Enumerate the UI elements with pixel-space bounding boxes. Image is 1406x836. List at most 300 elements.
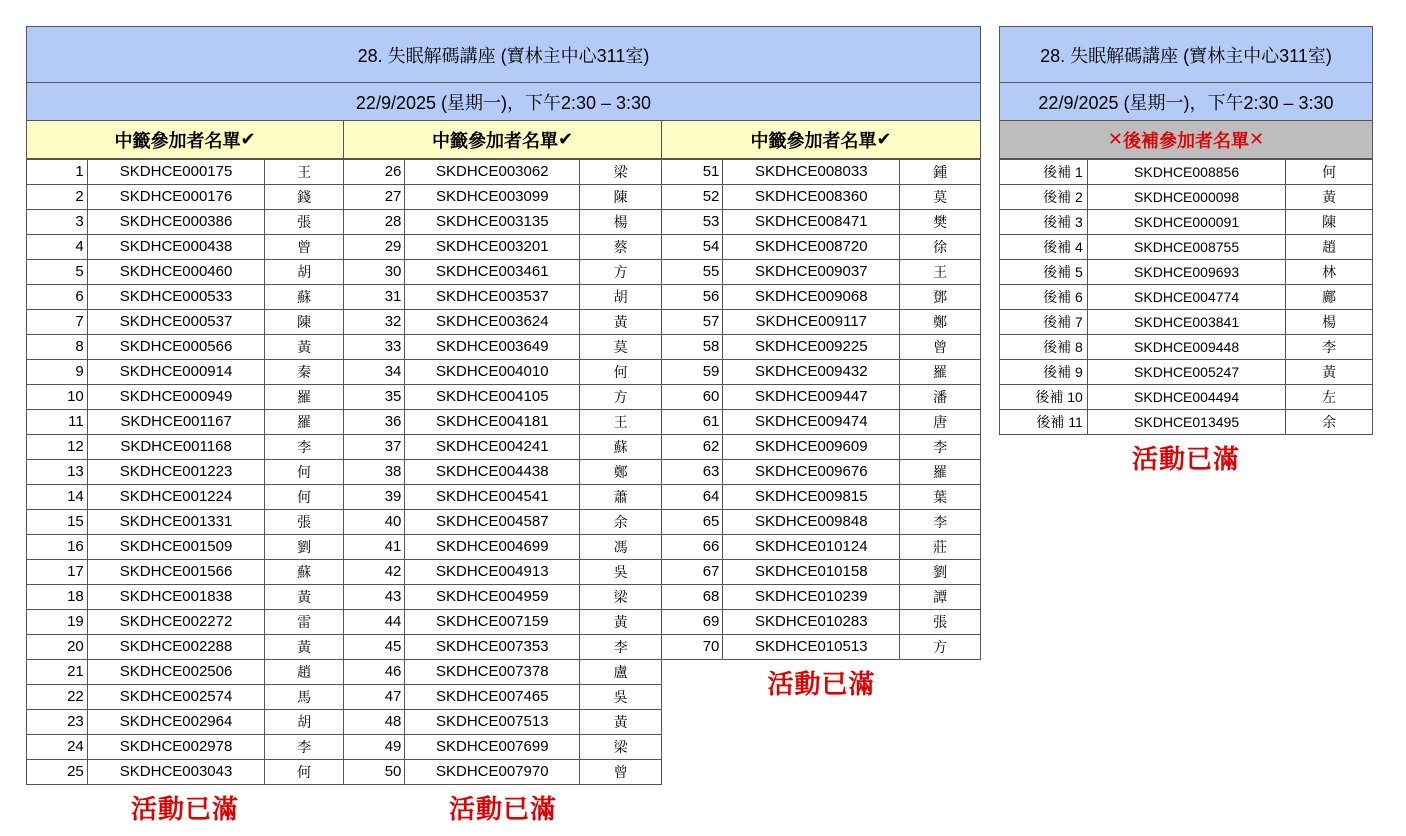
participant-surname: 梁 [580,735,662,760]
participant-surname: 林 [1286,260,1373,285]
participant-code: SKDHCE007970 [405,760,580,785]
table-row [1000,410,1373,435]
participant-code: SKDHCE007699 [405,735,580,760]
participant-surname: 李 [900,510,981,535]
participant-code: SKDHCE004241 [405,435,580,460]
participant-code: SKDHCE007353 [405,635,580,660]
winners-column-1 [26,121,344,833]
winners-list-header: 中籤參加者名單 ✔ [662,121,981,159]
participant-surname: 馮 [580,535,662,560]
table-row [344,285,662,310]
participant-surname: 劉 [265,535,344,560]
participant-surname: 王 [580,410,662,435]
table-row [344,660,662,685]
participant-surname: 陳 [1286,210,1373,235]
participant-code: SKDHCE000175 [87,160,265,185]
participant-code: SKDHCE001168 [87,435,265,460]
row-number: 59 [662,360,723,385]
table-row [344,210,662,235]
row-number: 後補 10 [1000,385,1088,410]
participant-code: SKDHCE002506 [87,660,265,685]
row-number: 39 [344,485,405,510]
participant-surname: 徐 [900,235,981,260]
winners-column-3 [662,121,981,833]
participant-surname: 黃 [1286,360,1373,385]
participant-surname: 方 [580,385,662,410]
participant-code: SKDHCE003461 [405,260,580,285]
participant-code: SKDHCE009848 [723,510,900,535]
table-row [344,435,662,460]
participant-surname: 鍾 [900,160,981,185]
row-number: 後補 11 [1000,410,1088,435]
participant-code: SKDHCE007378 [405,660,580,685]
event-full-label: 活動已滿 [130,794,239,824]
row-number: 9 [27,360,88,385]
row-number: 16 [27,535,88,560]
participant-code: SKDHCE010513 [723,635,900,660]
row-number: 69 [662,610,723,635]
participant-code: SKDHCE003841 [1087,310,1286,335]
row-number: 50 [344,760,405,785]
table-row [344,460,662,485]
table-row [344,310,662,335]
row-number: 10 [27,385,88,410]
participant-surname: 唐 [900,410,981,435]
table-row [1000,285,1373,310]
row-number: 4 [27,235,88,260]
participant-surname: 樊 [900,210,981,235]
row-number: 41 [344,535,405,560]
table-row [27,385,344,410]
table-row [27,210,344,235]
participant-surname: 左 [1286,385,1373,410]
participant-code: SKDHCE009447 [723,385,900,410]
participant-code: SKDHCE004105 [405,385,580,410]
table-row [1000,210,1373,235]
participant-code: SKDHCE000537 [87,310,265,335]
table-row [1000,260,1373,285]
row-number: 8 [27,335,88,360]
row-number: 45 [344,635,405,660]
participant-code: SKDHCE008755 [1087,235,1286,260]
participant-code: SKDHCE002964 [87,710,265,735]
table-row [344,260,662,285]
row-number: 37 [344,435,405,460]
participant-surname: 陳 [580,185,662,210]
row-number: 2 [27,185,88,210]
row-number: 後補 1 [1000,160,1088,185]
participant-code: SKDHCE009448 [1087,335,1286,360]
participant-surname: 蘇 [265,285,344,310]
participant-surname: 黃 [265,635,344,660]
participant-surname: 葉 [900,485,981,510]
participant-surname: 李 [900,435,981,460]
row-number: 14 [27,485,88,510]
participant-code: SKDHCE003099 [405,185,580,210]
participant-surname: 王 [265,160,344,185]
row-number: 62 [662,435,723,460]
table-row [662,160,981,185]
participant-surname: 曾 [900,335,981,360]
table-row [662,460,981,485]
participant-surname: 李 [580,635,662,660]
participant-code: SKDHCE004181 [405,410,580,435]
participant-surname: 黃 [580,310,662,335]
participant-surname: 羅 [900,360,981,385]
table-row [662,310,981,335]
participant-code: SKDHCE000438 [87,235,265,260]
waitlist-panel [999,26,1373,483]
participant-surname: 蘇 [580,435,662,460]
participant-surname: 楊 [580,210,662,235]
participant-code: SKDHCE004010 [405,360,580,385]
table-row [344,535,662,560]
participant-surname: 蘇 [265,560,344,585]
participant-code: SKDHCE009225 [723,335,900,360]
participant-code: SKDHCE004494 [1087,385,1286,410]
row-number: 48 [344,710,405,735]
table-row [344,710,662,735]
table-row [1000,360,1373,385]
table-row [662,510,981,535]
participant-surname: 陳 [265,310,344,335]
participant-code: SKDHCE000091 [1087,210,1286,235]
table-row [344,635,662,660]
participant-surname: 莫 [900,185,981,210]
row-number: 31 [344,285,405,310]
table-row [27,185,344,210]
table-row [662,360,981,385]
table-row [662,560,981,585]
row-number: 後補 3 [1000,210,1088,235]
participant-surname: 李 [1286,335,1373,360]
participant-code: SKDHCE009474 [723,410,900,435]
event-datetime: 22/9/2025 (星期一)，下午2:30 – 3:30 [26,83,981,121]
table-row [1000,335,1373,360]
table-row [27,660,344,685]
participant-code: SKDHCE004587 [405,510,580,535]
participant-code: SKDHCE010158 [723,560,900,585]
participant-code: SKDHCE010239 [723,585,900,610]
table-row [662,185,981,210]
table-row [27,585,344,610]
row-number: 68 [662,585,723,610]
row-number: 後補 6 [1000,285,1088,310]
participant-surname: 蔡 [580,235,662,260]
table-row [344,385,662,410]
row-number: 19 [27,610,88,635]
table-row [662,585,981,610]
participant-surname: 莫 [580,335,662,360]
row-number: 後補 8 [1000,335,1088,360]
waitlist-header: ✕ 後補參加者名單 ✕ [999,121,1373,159]
participant-surname: 余 [580,510,662,535]
participant-code: SKDHCE002978 [87,735,265,760]
participant-code: SKDHCE010283 [723,610,900,635]
participant-code: SKDHCE004438 [405,460,580,485]
participant-code: SKDHCE005247 [1087,360,1286,385]
table-row [1000,310,1373,335]
participant-code: SKDHCE009037 [723,260,900,285]
participant-surname: 梁 [580,585,662,610]
participant-surname: 鄺 [1286,285,1373,310]
participant-surname: 曾 [580,760,662,785]
winners-table [344,159,662,785]
row-number: 後補 7 [1000,310,1088,335]
row-number: 42 [344,560,405,585]
participant-code: SKDHCE000386 [87,210,265,235]
participant-surname: 梁 [580,160,662,185]
participant-surname: 秦 [265,360,344,385]
participant-surname: 趙 [1286,235,1373,260]
event-full-label: 活動已滿 [767,669,876,699]
participant-surname: 劉 [900,560,981,585]
row-number: 27 [344,185,405,210]
table-row [344,760,662,785]
participant-surname: 鄭 [900,310,981,335]
table-row [344,360,662,385]
participant-surname: 何 [265,760,344,785]
row-number: 1 [27,160,88,185]
table-row [27,735,344,760]
row-number: 46 [344,660,405,685]
participant-code: SKDHCE002272 [87,610,265,635]
table-row [662,210,981,235]
table-row [27,535,344,560]
participant-code: SKDHCE010124 [723,535,900,560]
table-row [344,735,662,760]
participant-surname: 錢 [265,185,344,210]
participant-code: SKDHCE001224 [87,485,265,510]
table-row [27,635,344,660]
check-icon: ✔ [240,129,256,149]
participant-code: SKDHCE001566 [87,560,265,585]
participant-code: SKDHCE000533 [87,285,265,310]
row-number: 28 [344,210,405,235]
participant-surname: 蕭 [580,485,662,510]
participant-code: SKDHCE008856 [1087,160,1286,185]
participant-surname: 馬 [265,685,344,710]
event-title: 28. 失眠解碼講座 (寶林主中心311室) [26,26,981,83]
row-number: 61 [662,410,723,435]
participant-surname: 雷 [265,610,344,635]
winners-panel [26,26,981,833]
row-number: 51 [662,160,723,185]
row-number: 17 [27,560,88,585]
row-number: 24 [27,735,88,760]
row-number: 55 [662,260,723,285]
participant-code: SKDHCE000914 [87,360,265,385]
table-row [27,335,344,360]
table-row [27,485,344,510]
row-number: 30 [344,260,405,285]
row-number: 33 [344,335,405,360]
participant-code: SKDHCE004774 [1087,285,1286,310]
participant-surname: 何 [265,485,344,510]
row-number: 後補 2 [1000,185,1088,210]
row-number: 54 [662,235,723,260]
cross-icon: ✕ [1249,129,1265,149]
table-row [27,285,344,310]
participant-surname: 莊 [900,535,981,560]
participant-surname: 羅 [265,385,344,410]
participant-code: SKDHCE013495 [1087,410,1286,435]
table-row [344,485,662,510]
participant-code: SKDHCE008360 [723,185,900,210]
row-number: 11 [27,410,88,435]
row-number: 56 [662,285,723,310]
row-number: 6 [27,285,88,310]
participant-surname: 胡 [265,260,344,285]
winners-list-header: 中籤參加者名單 ✔ [344,121,662,159]
participant-code: SKDHCE008471 [723,210,900,235]
participant-surname: 李 [265,435,344,460]
row-number: 20 [27,635,88,660]
winners-table [662,159,981,660]
participant-surname: 王 [900,260,981,285]
row-number: 65 [662,510,723,535]
table-row [27,760,344,785]
table-row [344,610,662,635]
table-row [662,535,981,560]
row-number: 34 [344,360,405,385]
participant-surname: 黃 [1286,185,1373,210]
table-row [344,560,662,585]
row-number: 36 [344,410,405,435]
row-number: 70 [662,635,723,660]
participant-code: SKDHCE001509 [87,535,265,560]
table-row [344,510,662,535]
table-row [27,435,344,460]
row-number: 5 [27,260,88,285]
participant-code: SKDHCE004699 [405,535,580,560]
participant-code: SKDHCE008033 [723,160,900,185]
participant-surname: 余 [1286,410,1373,435]
table-row [344,160,662,185]
row-number: 3 [27,210,88,235]
table-row [27,235,344,260]
row-number: 40 [344,510,405,535]
row-number: 44 [344,610,405,635]
participant-code: SKDHCE003537 [405,285,580,310]
winners-table [26,159,344,785]
participant-surname: 鄭 [580,460,662,485]
row-number: 後補 9 [1000,360,1088,385]
participant-surname: 吳 [580,685,662,710]
participant-code: SKDHCE009676 [723,460,900,485]
row-number: 53 [662,210,723,235]
participant-code: SKDHCE000460 [87,260,265,285]
participant-surname: 曾 [265,235,344,260]
participant-code: SKDHCE009117 [723,310,900,335]
participant-code: SKDHCE001838 [87,585,265,610]
participant-surname: 黃 [265,585,344,610]
participant-code: SKDHCE007465 [405,685,580,710]
row-number: 18 [27,585,88,610]
participant-code: SKDHCE000098 [1087,185,1286,210]
row-number: 23 [27,710,88,735]
table-row [27,260,344,285]
table-row [1000,160,1373,185]
participant-surname: 何 [265,460,344,485]
row-number: 12 [27,435,88,460]
row-number: 22 [27,685,88,710]
row-number: 58 [662,335,723,360]
waitlist-table [999,159,1373,435]
table-row [1000,185,1373,210]
participant-surname: 張 [265,210,344,235]
table-row [27,710,344,735]
winners-column-2 [344,121,662,833]
participant-surname: 張 [900,610,981,635]
row-number: 63 [662,460,723,485]
row-number: 32 [344,310,405,335]
participant-code: SKDHCE008720 [723,235,900,260]
participant-code: SKDHCE003201 [405,235,580,260]
row-number: 25 [27,760,88,785]
participant-code: SKDHCE009609 [723,435,900,460]
table-row [662,635,981,660]
participant-code: SKDHCE002288 [87,635,265,660]
participant-code: SKDHCE004541 [405,485,580,510]
table-row [27,460,344,485]
participant-surname: 譚 [900,585,981,610]
table-row [27,160,344,185]
participant-surname: 羅 [900,460,981,485]
event-full-label: 活動已滿 [1131,444,1240,474]
row-number: 後補 5 [1000,260,1088,285]
participant-surname: 方 [900,635,981,660]
event-full-label: 活動已滿 [448,794,557,824]
participant-surname: 盧 [580,660,662,685]
participant-code: SKDHCE009693 [1087,260,1286,285]
table-row [662,385,981,410]
participant-surname: 黃 [580,710,662,735]
row-number: 35 [344,385,405,410]
participant-surname: 胡 [265,710,344,735]
table-row [662,235,981,260]
participant-surname: 胡 [580,285,662,310]
participant-surname: 方 [580,260,662,285]
row-number: 後補 4 [1000,235,1088,260]
table-row [662,610,981,635]
cross-icon: ✕ [1107,129,1123,149]
participant-code: SKDHCE003043 [87,760,265,785]
participant-surname: 鄧 [900,285,981,310]
participant-surname: 趙 [265,660,344,685]
row-number: 15 [27,510,88,535]
participant-surname: 李 [265,735,344,760]
row-number: 64 [662,485,723,510]
table-row [27,560,344,585]
participant-code: SKDHCE000176 [87,185,265,210]
participant-code: SKDHCE004959 [405,585,580,610]
table-row [662,485,981,510]
table-row [27,310,344,335]
participant-code: SKDHCE003624 [405,310,580,335]
event-title: 28. 失眠解碼講座 (寶林主中心311室) [999,26,1373,83]
table-row [27,360,344,385]
participant-code: SKDHCE007513 [405,710,580,735]
table-row [344,685,662,710]
participant-surname: 潘 [900,385,981,410]
row-number: 13 [27,460,88,485]
participant-surname: 楊 [1286,310,1373,335]
row-number: 49 [344,735,405,760]
check-icon: ✔ [557,129,574,149]
participant-surname: 何 [580,360,662,385]
row-number: 26 [344,160,405,185]
